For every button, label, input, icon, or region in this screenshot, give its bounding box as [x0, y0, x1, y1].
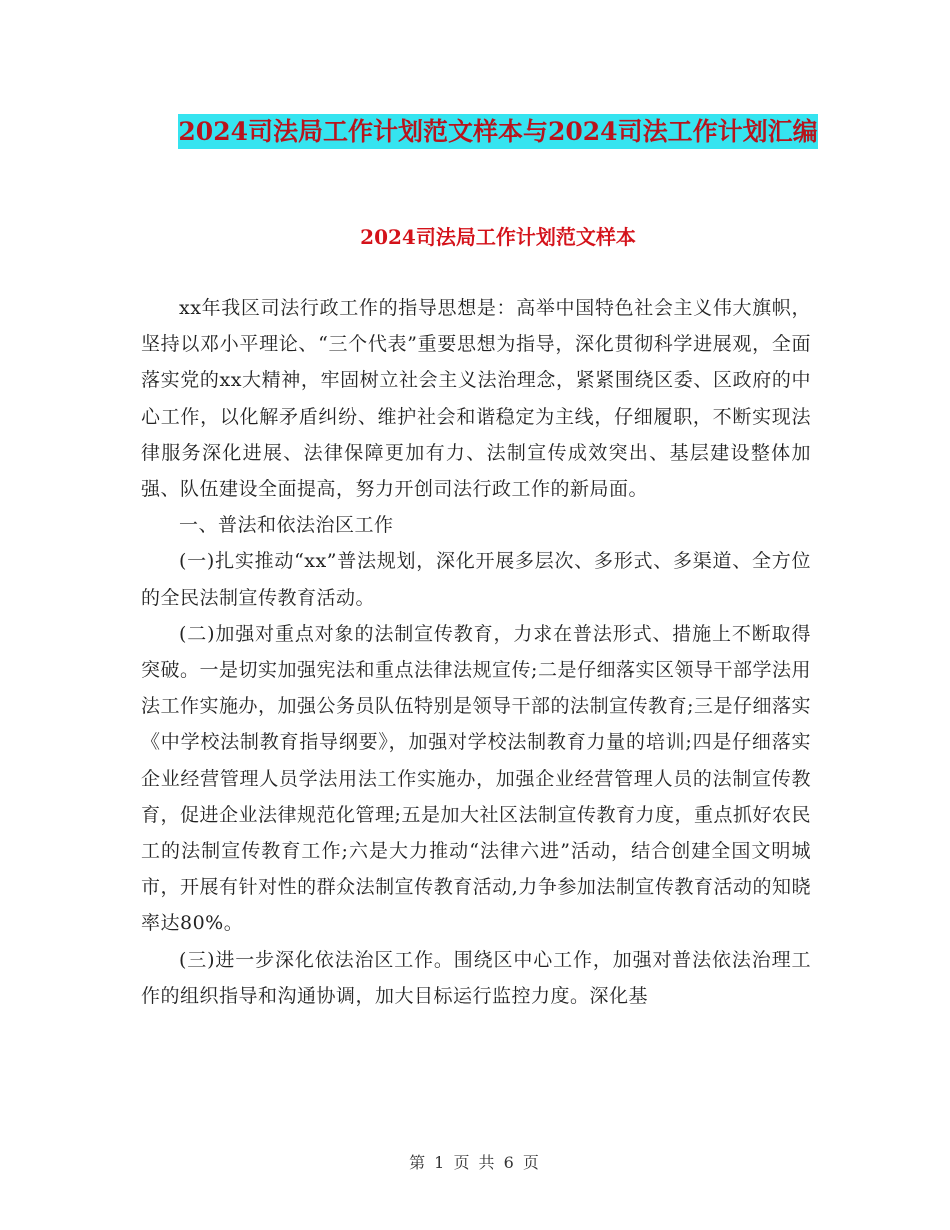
paragraph-heading-1: 一、普法和依法治区工作 [179, 514, 394, 537]
paragraph-item-2: (二)加强对重点对象的法制宣传教育，力求在普法形式、措施上不断取得突破。一是切实加强宪法和重点法律法规宣传;二是仔细落实区领导干部学法用法工作实施办，加强公务员队伍特别是领导干部的法制宣传教育;三是仔细落实《中学校法制教育指导纲要》，加强对学校法制教育力量的培训;四是仔细落实企业经营管理人员学法用法工作实施办，加强企业经营管理人员的法制宣传教育，促进企业法律规范化管理;五是加大社区法制宣传教育力度，重点抓好农民工的法制宣传教育工作;六是大力推动“法律六进”活动，结合创建全国文明城市，开展有针对性的群众法制宣传教育活动,力争参加法制宣传教育活动的知晓率达80%。 [141, 622, 811, 935]
document-title-highlight: 2024司法局工作计划范文样本与2024司法工作计划汇编 [178, 114, 817, 149]
paragraph-item-3: (三)进一步深化依法治区工作。围绕区中心工作，加强对普法依法治理工作的组织指导和沟通协调，加大目标运行监控力度。深化基 [141, 948, 811, 1007]
document-body [141, 290, 811, 1014]
paragraph-guiding-ideology: xx年我区司法行政工作的指导思想是：高举中国特色社会主义伟大旗帜，坚持以邓小平理论、“三个代表”重要思想为指导，深化贯彻科学进展观，全面落实党的xx大精神，牢固树立社会主义法治理念，紧紧围绕区委、区政府的中心工作，以化解矛盾纠纷、维护社会和谐稳定为主线，仔细履职，不断实现法律服务深化进展、法律保障更加有力、法制宣传成效突出、基层建设整体加强、队伍建设全面提高，努力开创司法行政工作的新局面。 [141, 297, 811, 501]
document-title [140, 112, 856, 152]
section-title: 2024司法局工作计划范文样本 [360, 225, 636, 249]
paragraph-item-1: (一)扎实推动“xx”普法规划，深化开展多层次、多形式、多渠道、全方位的全民法制宣传教育活动。 [141, 550, 811, 609]
page-footer: 第 1 页 共 6 页 [409, 1153, 541, 1172]
